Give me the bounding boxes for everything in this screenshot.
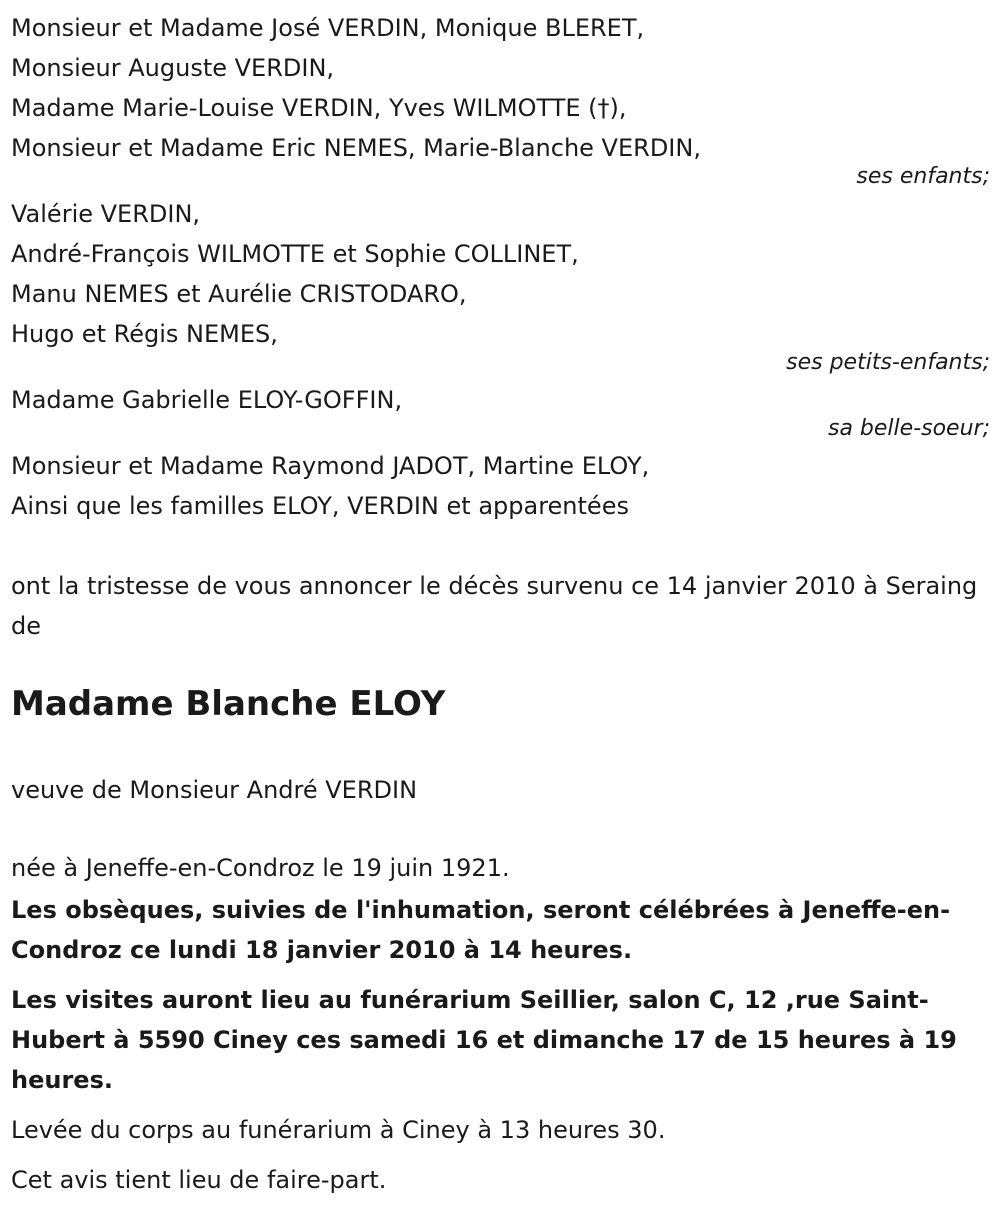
other-family-line: Monsieur et Madame Raymond JADOT, Martine ELOY, xyxy=(11,452,650,480)
levee-info: Levée du corps au funérarium à Ciney à 13 heures 30. xyxy=(11,1116,666,1144)
children-role-label: ses enfants; xyxy=(856,164,990,189)
visits-info: Les visites auront lieu au funérarium Seillier, salon C, 12 ,rue Saint-Hubert à 5590 Ciney ces samedi 16 et dimanche 17 de 15 heures à 19 heures. xyxy=(11,986,957,1094)
widow-of-text: veuve de Monsieur André VERDIN xyxy=(11,776,418,804)
other-family-group xyxy=(11,446,990,526)
deceased-name: Madame Blanche ELOY xyxy=(11,684,446,724)
sister-in-law-role-label: sa belle-soeur; xyxy=(828,416,990,441)
other-family-line: Ainsi que les familles ELOY, VERDIN et apparentées xyxy=(11,492,629,520)
grandchildren-group xyxy=(11,194,990,374)
sister-in-law-group xyxy=(11,380,990,440)
sister-in-law-line: Madame Gabrielle ELOY-GOFFIN, xyxy=(11,386,403,414)
birth-text: née à Jeneffe-en-Condroz le 19 juin 1921. xyxy=(11,854,510,882)
children-group xyxy=(11,8,990,188)
children-line: Madame Marie-Louise VERDIN, Yves WILMOTTE (†), xyxy=(11,94,627,122)
grandchildren-line: Manu NEMES et Aurélie CRISTODARO, xyxy=(11,280,467,308)
grandchildren-line: Hugo et Régis NEMES, xyxy=(11,320,278,348)
funeral-info: Les obsèques, suivies de l'inhumation, seront célébrées à Jeneffe-en-Condroz ce lundi 18 janvier 2010 à 14 heures. xyxy=(11,896,951,964)
notice-text: Cet avis tient lieu de faire-part. xyxy=(11,1166,387,1194)
children-line: Monsieur et Madame José VERDIN, Monique BLERET, xyxy=(11,14,645,42)
grandchildren-line: André-François WILMOTTE et Sophie COLLINET, xyxy=(11,240,579,268)
grandchildren-line: Valérie VERDIN, xyxy=(11,200,201,228)
children-line: Monsieur Auguste VERDIN, xyxy=(11,54,335,82)
children-line: Monsieur et Madame Eric NEMES, Marie-Blanche VERDIN, xyxy=(11,134,701,162)
announcement-text: ont la tristesse de vous annoncer le décès survenu ce 14 janvier 2010 à Seraing de xyxy=(11,572,978,640)
grandchildren-role-label: ses petits-enfants; xyxy=(786,350,990,375)
